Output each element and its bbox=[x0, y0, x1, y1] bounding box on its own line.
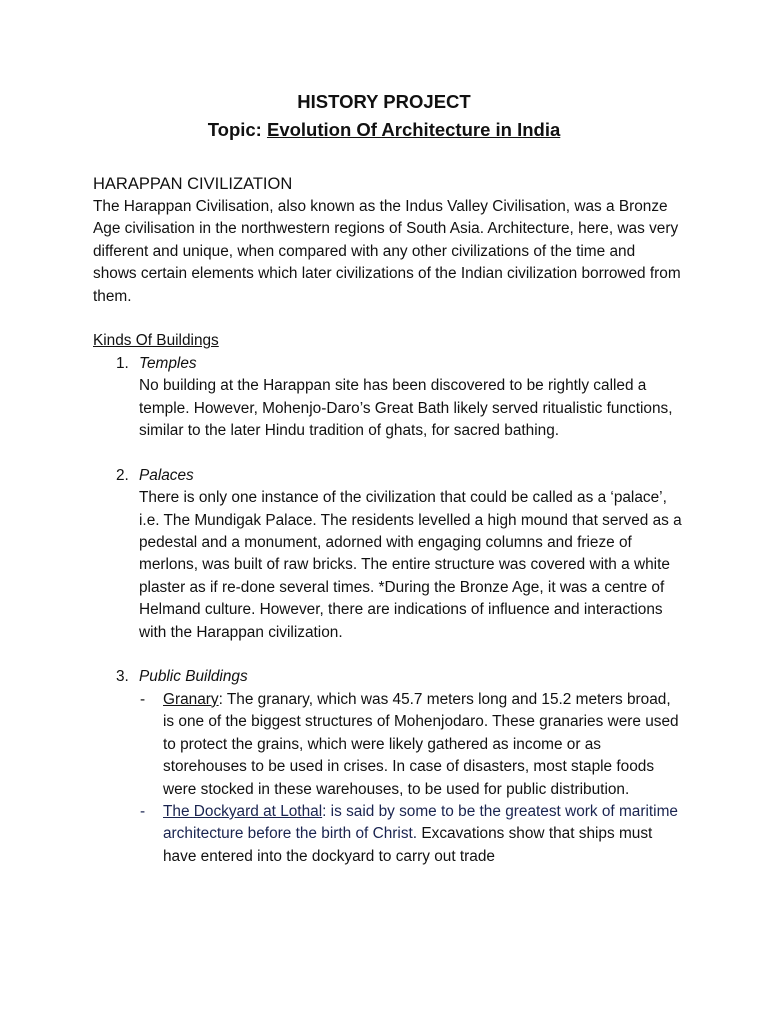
granary-term: Granary bbox=[163, 690, 219, 708]
topic-line bbox=[0, 116, 768, 144]
spacer bbox=[93, 644, 683, 666]
topic-prefix: Topic: bbox=[207, 119, 267, 140]
section-heading: HARAPPAN CIVILIZATION bbox=[93, 175, 293, 193]
document-title: HISTORY PROJECT bbox=[297, 91, 471, 112]
dash-marker: - bbox=[140, 802, 146, 820]
list-item-public-buildings bbox=[93, 666, 683, 688]
list-item-temples bbox=[93, 353, 683, 443]
list-item-title: Temples bbox=[139, 354, 197, 372]
document-body bbox=[93, 172, 683, 868]
dockyard-description: : is said by some to be the greatest work of maritime architecture before the birth of Christ. bbox=[163, 802, 678, 843]
list-item-title: Public Buildings bbox=[139, 668, 248, 686]
dash-marker: - bbox=[140, 690, 146, 708]
list-item-palaces bbox=[93, 465, 683, 644]
list-item-title: Palaces bbox=[139, 466, 194, 484]
kinds-heading: Kinds Of Buildings bbox=[93, 332, 219, 350]
subitem-text bbox=[163, 801, 683, 868]
spacer bbox=[93, 308, 683, 330]
subitem-granary bbox=[93, 689, 683, 801]
subitem-dockyard bbox=[93, 801, 683, 868]
spacer bbox=[93, 442, 683, 464]
subitem-text bbox=[163, 689, 683, 801]
dockyard-description-continued: Excavations show that ships must have entered into the dockyard to carry out trade bbox=[163, 825, 653, 865]
list-number: 3. bbox=[116, 668, 129, 686]
intro-paragraph: The Harappan Civilisation, also known as the Indus Valley Civilisation, was a Bronze Age civilisation in the northwestern regions of South Asia. Architecture, here, was very different and unique, when compared with any other civilizations of the time and shows certain elements which later civilizations of the Indian civilization borrowed from them. bbox=[93, 198, 681, 305]
list-number: 2. bbox=[116, 466, 129, 484]
topic-title: Evolution Of Architecture in India bbox=[266, 119, 561, 140]
granary-description: : The granary, which was 45.7 meters long and 15.2 meters broad, is one of the biggest structures of Mohenjodaro. These granaries were used to protect the grains, which were likely gathered as income or as storehouses to be used in crises. In case of disasters, most staple foods were stocked in these warehouses, to be used for public distribution. bbox=[163, 690, 679, 798]
list-number: 1. bbox=[116, 354, 129, 372]
list-item-text: No building at the Harappan site has been discovered to be rightly called a temple. However, Mohenjo-Daro’s Great Bath likely served ritualistic functions, similar to the later Hindu tradition of ghats, for sacred bathing. bbox=[139, 377, 673, 440]
list-item-text: There is only one instance of the civilization that could be called as a ‘palace’, i.e. The Mundigak Palace. The residents levelled a high mound that served as a pedestal and a monument, adorned with engaging columns and frieze of merlons, was built of raw bricks. The entire structure was covered with a white plaster as if re-done several times. *During the Bronze Age, it was a centre of Helmand culture. However, there are indications of influence and interactions with the Harappan civilization. bbox=[139, 489, 682, 641]
dockyard-link[interactable]: The Dockyard at Lothal bbox=[163, 802, 323, 820]
